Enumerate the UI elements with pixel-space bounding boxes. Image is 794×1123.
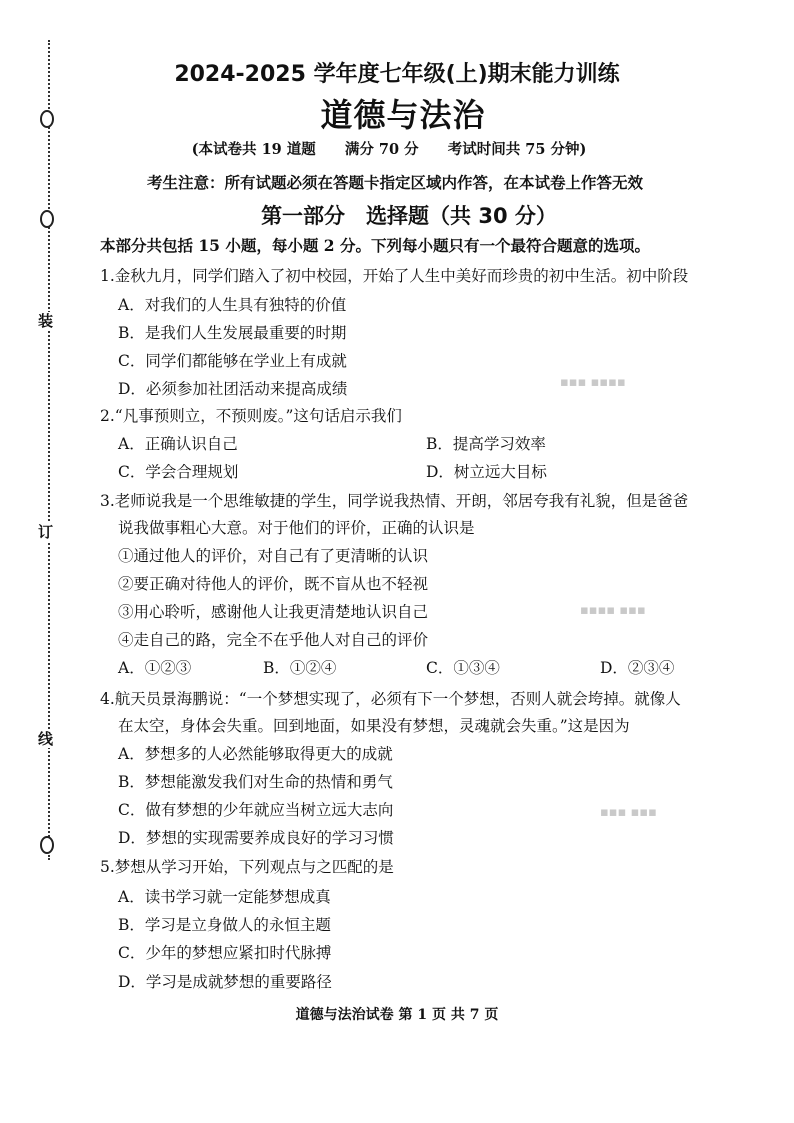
option-d: D．学习是成就梦想的重要路径 bbox=[118, 973, 332, 991]
option-b: B．提高学习效率 bbox=[426, 435, 546, 453]
exam-title: 2024-2025 学年度七年级(上)期末能力训练 bbox=[174, 62, 620, 87]
option-d: D．梦想的实现需要养成良好的学习习惯 bbox=[118, 829, 394, 847]
question-stem-cont: 说我做事粗心大意。对于他们的评价，正确的认识是 bbox=[118, 519, 475, 537]
binding-word-ding: 订 bbox=[38, 523, 54, 541]
option-c: C．做有梦想的少年就应当树立远大志向 bbox=[118, 801, 394, 819]
bleed-through-mark: ▪▪▪▪ ▪▪▪ bbox=[580, 603, 646, 618]
bleed-through-mark: ▪▪▪ ▪▪▪ bbox=[600, 805, 657, 820]
question-stem: 2.“凡事预则立，不预则废。”这句话启示我们 bbox=[100, 407, 402, 425]
option-c: C．同学们都能够在学业上有成就 bbox=[118, 352, 347, 370]
statement-3: ③用心聆听，感谢他人让我更清楚地认识自己 bbox=[118, 603, 429, 621]
option-a: A．对我们的人生具有独特的价值 bbox=[118, 296, 347, 314]
option-b: B．①②④ bbox=[263, 659, 337, 677]
binding-margin bbox=[0, 0, 60, 1123]
question-stem: 3.老师说我是一个思维敏捷的学生，同学说我热情、开朗，邻居夸我有礼貌，但是爸爸 bbox=[100, 492, 689, 510]
option-a: A．正确认识自己 bbox=[118, 435, 238, 453]
option-b: B．梦想能激发我们对生命的热情和勇气 bbox=[118, 773, 393, 791]
exam-info bbox=[0, 138, 786, 159]
option-d: D．②③④ bbox=[600, 659, 675, 677]
binding-word-zhuang: 装 bbox=[38, 312, 54, 330]
info-question-count: (本试卷共 19 道题 bbox=[191, 141, 316, 158]
option-a: A．读书学习就一定能梦想成真 bbox=[118, 888, 331, 906]
option-b: B．学习是立身做人的永恒主题 bbox=[118, 916, 331, 934]
option-a: A．梦想多的人必然能够取得更大的成就 bbox=[118, 745, 393, 763]
question-stem: 4.航天员景海鹏说：“一个梦想实现了，必须有下一个梦想，否则人就会垮掉。就像人 bbox=[100, 690, 681, 708]
subject-title: 道德与法治 bbox=[320, 96, 486, 134]
info-time-limit: 考试时间共 75 分钟) bbox=[447, 141, 587, 158]
option-c: C．①③④ bbox=[426, 659, 500, 677]
statement-4: ④走自己的路，完全不在乎他人对自己的评价 bbox=[118, 631, 429, 649]
exam-notice: 考生注意：所有试题必须在答题卡指定区域内作答，在本试卷上作答无效 bbox=[146, 173, 643, 192]
statement-2: ②要正确对待他人的评价，既不盲从也不轻视 bbox=[118, 575, 429, 593]
option-c: C．少年的梦想应紧扣时代脉搏 bbox=[118, 944, 332, 962]
info-full-score: 满分 70 分 bbox=[344, 141, 419, 158]
section-title: 第一部分 选择题（共 30 分） bbox=[261, 204, 557, 228]
section-instructions: 本部分共包括 15 小题，每小题 2 分。下列每小题只有一个最符合题意的选项。 bbox=[100, 236, 650, 255]
option-a: A．①②③ bbox=[118, 659, 192, 677]
binding-word-xian: 线 bbox=[38, 730, 54, 748]
statement-1: ①通过他人的评价，对自己有了更清晰的认识 bbox=[118, 547, 429, 565]
page-footer: 道德与法治试卷 第 1 页 共 7 页 bbox=[295, 1007, 499, 1023]
option-b: B．是我们人生发展最重要的时期 bbox=[118, 324, 347, 342]
option-d: D．树立远大目标 bbox=[426, 463, 547, 481]
option-c: C．学会合理规划 bbox=[118, 463, 239, 481]
question-stem-cont: 在太空，身体会失重。回到地面，如果没有梦想，灵魂就会失重。”这是因为 bbox=[118, 717, 630, 735]
question-stem: 1.金秋九月，同学们踏入了初中校园，开始了人生中美好而珍贵的初中生活。初中阶段 bbox=[100, 267, 689, 285]
bleed-through-mark: ▪▪▪ ▪▪▪▪ bbox=[560, 375, 626, 390]
option-d: D．必须参加社团活动来提高成绩 bbox=[118, 380, 348, 398]
binding-hole-3 bbox=[40, 836, 54, 854]
question-stem: 5.梦想从学习开始，下列观点与之匹配的是 bbox=[100, 858, 394, 876]
